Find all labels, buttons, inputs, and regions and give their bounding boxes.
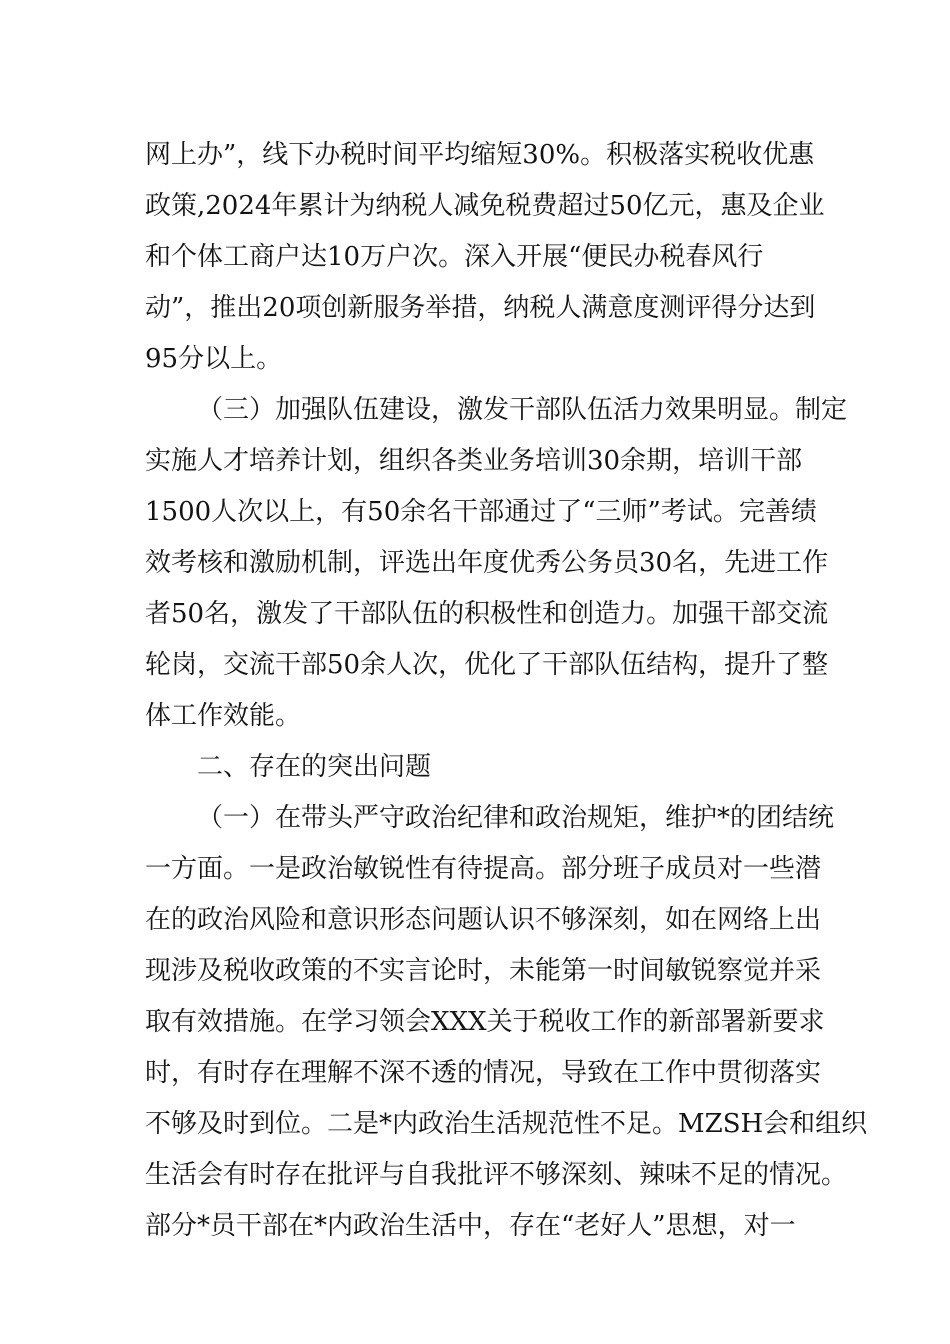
text-line: 实施人才培养计划，组织各类业务培训30余期，培训干部 <box>145 446 803 476</box>
text-line: 效考核和激励机制，评选出年度优秀公务员30名，先进工作 <box>145 548 829 578</box>
text-line: 时，有时存在理解不深不透的情况，导致在工作中贯彻落实 <box>145 1058 822 1088</box>
section-heading-3: （三）加强队伍建设，激发干部队伍活力效果明显。制定 <box>197 395 848 425</box>
text-line: 轮岗，交流干部50余人次，优化了干部队伍结构，提升了整 <box>145 650 829 680</box>
text-line: 动”，推出20项创新服务举措，纳税人满意度测评得分达到 <box>145 293 816 323</box>
text-line: 体工作效能。 <box>145 701 302 731</box>
text-line: 政策,2024年累计为纳税人减免税费超过50亿元，惠及企业 <box>145 191 825 221</box>
text-line: 生活会有时存在批评与自我批评不够深刻、辣味不足的情况。 <box>145 1160 848 1190</box>
section-heading-1: （一）在带头严守政治纪律和政治规矩，维护*的团结统 <box>197 803 835 833</box>
text-line: 网上办”，线下办税时间平均缩短30%。积极落实税收优惠 <box>145 140 815 170</box>
text-line: 在的政治风险和意识形态问题认识不够深刻，如在网络上出 <box>145 905 822 935</box>
text-line: 不够及时到位。二是*内政治生活规范性不足。MZSH会和组织 <box>145 1109 868 1139</box>
section-title: 二、存在的突出问题 <box>197 752 432 782</box>
text-line: 者50名，激发了干部队伍的积极性和创造力。加强干部交流 <box>145 599 829 629</box>
text-line: 现涉及税收政策的不实言论时，未能第一时间敏锐察觉并采 <box>145 956 822 986</box>
text-line: 一方面。一是政治敏锐性有待提高。部分班子成员对一些潜 <box>145 854 822 884</box>
text-line: 取有效措施。在学习领会XXX关于税收工作的新部署新要求 <box>145 1007 825 1037</box>
text-line: 和个体工商户达10万户次。深入开展“便民办税春风行 <box>145 242 764 272</box>
text-line: 1500人次以上，有50余名干部通过了“三师”考试。完善绩 <box>145 497 817 527</box>
text-line: 95分以上。 <box>145 344 283 374</box>
text-line: 部分*员干部在*内政治生活中，存在“老好人”思想，对一 <box>145 1211 796 1241</box>
